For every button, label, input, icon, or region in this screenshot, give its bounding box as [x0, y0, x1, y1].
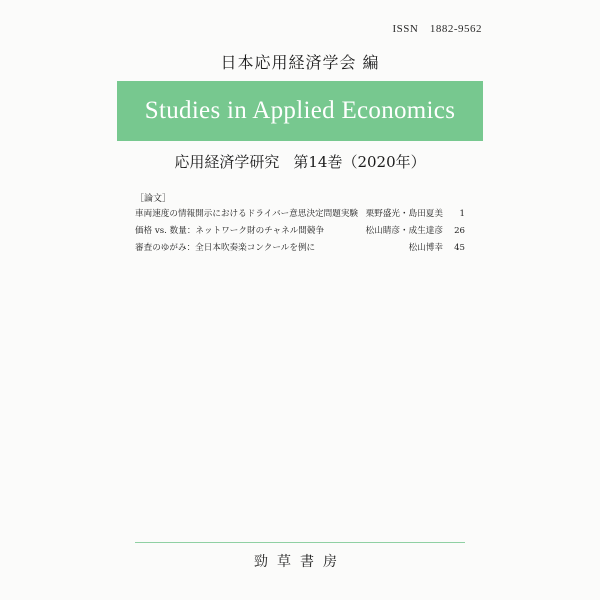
- volume-label: 第14巻（2020年）: [293, 153, 426, 171]
- table-of-contents: [135, 191, 465, 258]
- journal-name: 応用経済学研究: [174, 153, 280, 171]
- toc-row: [135, 224, 465, 241]
- issn-number: ISSN 1882-9562: [392, 23, 482, 35]
- article-page: 1: [459, 209, 465, 219]
- section-heading: ［論文］: [135, 194, 172, 204]
- article-title: 価格 vs. 数量：ネットワーク財のチャネル間競争: [135, 226, 325, 236]
- article-page: 45: [454, 243, 465, 253]
- toc-row: [135, 207, 465, 224]
- article-title: 車両速度の情報開示におけるドライバー意思決定問題実験: [135, 209, 359, 219]
- article-authors: 松山睛彦・成生達彦: [365, 226, 443, 236]
- english-title: Studies in Applied Economics: [144, 97, 456, 124]
- bottom-divider: [135, 542, 465, 543]
- title-band: [117, 81, 483, 141]
- publisher-name: 勁草書房: [254, 554, 346, 570]
- journal-subtitle: [0, 151, 600, 172]
- editor-credit: 日本応用経済学会 編: [220, 53, 380, 72]
- article-authors: 松山博幸: [408, 243, 443, 253]
- article-page: 26: [454, 226, 465, 236]
- article-title: 審査のゆがみ：全日本吹奏楽コンクールを例に: [135, 243, 316, 253]
- article-authors: 栗野盛光・島田夏美: [365, 209, 443, 219]
- toc-row: [135, 241, 465, 258]
